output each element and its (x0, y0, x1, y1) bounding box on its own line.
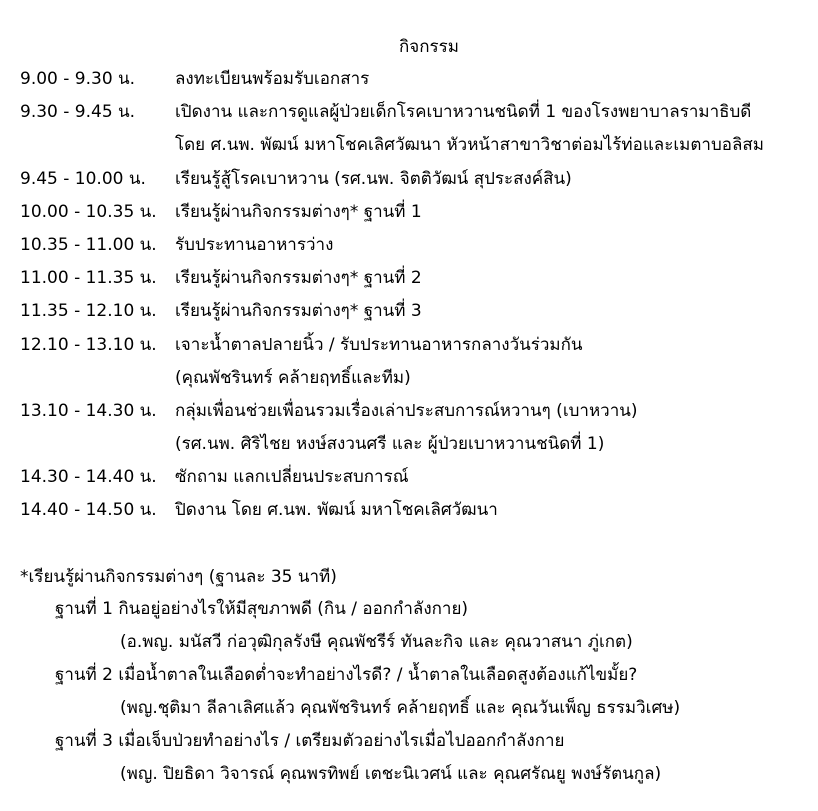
schedule-time: 11.35 - 12.10 น. (20, 301, 157, 321)
station-title: ฐานที่ 1 กินอยู่อย่างไรให้มีสุขภาพดี (กิน / ออกกำลังกาย) (55, 599, 469, 619)
schedule-desc: (รศ.นพ. ศิริไชย หงษ์สงวนศรี และ ผู้ป่วยเบาหวานชนิดที่ 1) (175, 434, 605, 454)
schedule-time: 13.10 - 14.30 น. (20, 401, 157, 421)
schedule-time: 9.30 - 9.45 น. (20, 102, 136, 122)
schedule-desc: (คุณพัชรินทร์ คล้ายฤทธิ์และทีม) (175, 368, 411, 388)
station-title: ฐานที่ 3 เมื่อเจ็บป่วยทำอย่างไร / เตรียมตัวอย่างไรเมื่อไปออกกำลังกาย (55, 731, 565, 751)
station-staff: (อ.พญ. มนัสวี ก่อวุฒิกุลรังษี คุณพัชรีร์ ทันละกิจ และ คุณวาสนา ภู่เกต) (120, 632, 633, 652)
schedule-time: 12.10 - 13.10 น. (20, 335, 157, 355)
schedule-time: 11.00 - 11.35 น. (20, 268, 157, 288)
schedule-time: 9.00 - 9.30 น. (20, 69, 136, 89)
schedule-time: 10.35 - 11.00 น. (20, 235, 157, 255)
schedule-time: 10.00 - 10.35 น. (20, 202, 157, 222)
schedule-time: 9.45 - 10.00 น. (20, 169, 146, 189)
schedule-time: 14.40 - 14.50 น. (20, 500, 157, 520)
schedule-desc: เรียนรู้สู้โรคเบาหวาน (รศ.นพ. จิตติวัฒน์ สุประสงค์สิน) (175, 169, 572, 189)
note-heading: *เรียนรู้ผ่านกิจกรรมต่างๆ (ฐานละ 35 นาที) (20, 567, 337, 587)
schedule-time: 14.30 - 14.40 น. (20, 467, 157, 487)
schedule-desc: เรียนรู้ผ่านกิจกรรมต่างๆ* ฐานที่ 1 (175, 202, 422, 222)
schedule-desc: เรียนรู้ผ่านกิจกรรมต่างๆ* ฐานที่ 3 (175, 301, 422, 321)
schedule-desc: ปิดงาน โดย ศ.นพ. พัฒน์ มหาโชคเลิศวัฒนา (175, 500, 498, 520)
schedule-desc: เปิดงาน และการดูแลผู้ป่วยเด็กโรคเบาหวานชนิดที่ 1 ของโรงพยาบาลรามาธิบดี (175, 102, 752, 122)
schedule-desc: รับประทานอาหารว่าง (175, 235, 334, 255)
station-staff: (พญ. ปิยธิดา วิจารณ์ คุณพรทิพย์ เตชะนิเวศน์ และ คุณศรัณยู พงษ์รัตนกูล) (120, 764, 662, 784)
schedule-desc: กลุ่มเพื่อนช่วยเพื่อนรวมเรื่องเล่าประสบการณ์หวานๆ (เบาหวาน) (175, 401, 638, 421)
schedule-desc: ลงทะเบียนพร้อมรับเอกสาร (175, 69, 370, 89)
schedule-desc: เจาะน้ำตาลปลายนิ้ว / รับประทานอาหารกลางวันร่วมกัน (175, 335, 583, 355)
schedule-desc: โดย ศ.นพ. พัฒน์ มหาโชคเลิศวัฒนา หัวหน้าสาขาวิชาต่อมไร้ท่อและเมตาบอลิสม (175, 135, 764, 155)
station-title: ฐานที่ 2 เมื่อน้ำตาลในเลือดต่ำจะทำอย่างไรดี? / น้ำตาลในเลือดสูงต้องแก้ไขมั้ย? (55, 665, 638, 685)
schedule-desc: เรียนรู้ผ่านกิจกรรมต่างๆ* ฐานที่ 2 (175, 268, 422, 288)
schedule-desc: ซักถาม แลกเปลี่ยนประสบการณ์ (175, 467, 409, 487)
station-staff: (พญ.ชุติมา ลีลาเลิศแล้ว คุณพัชรินทร์ คล้ายฤทธิ์ และ คุณวันเพ็ญ ธรรมวิเศษ) (120, 698, 681, 718)
page-title: กิจกรรม (398, 37, 459, 57)
